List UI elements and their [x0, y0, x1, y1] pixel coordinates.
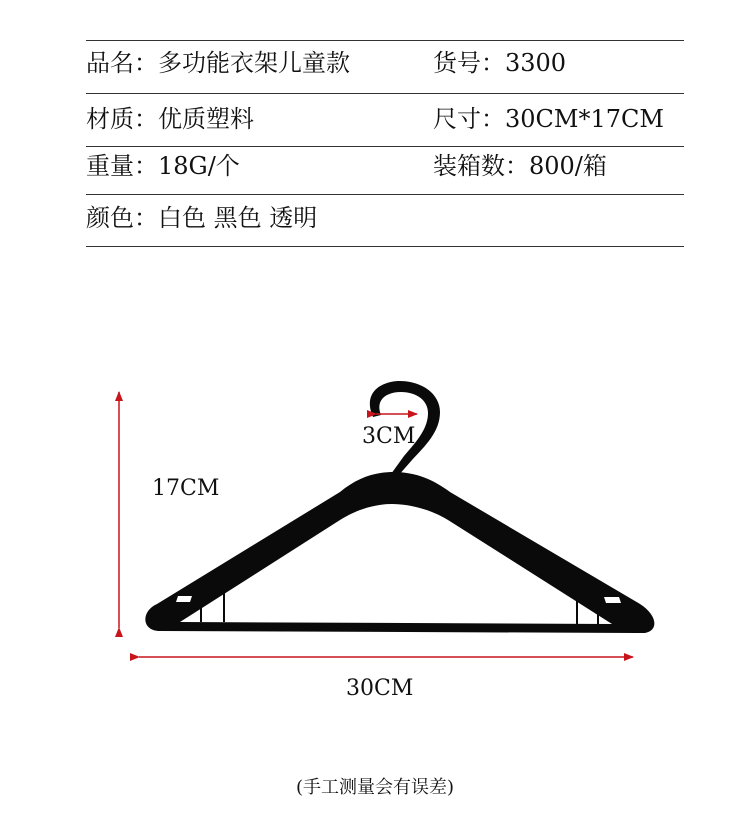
color-label: 颜色： [86, 204, 158, 232]
measurement-footnote: (手工测量会有误差) [295, 777, 455, 798]
carton-quantity-value: 800/箱 [529, 152, 607, 180]
weight-cell [86, 151, 240, 181]
item-number-label: 货号： [433, 49, 505, 77]
size-cell [433, 104, 664, 134]
weight-value: 18G/个 [158, 152, 240, 180]
material-label: 材质： [86, 105, 158, 133]
color-value: 白色 黑色 透明 [158, 204, 318, 232]
product-name-value: 多功能衣架儿童款 [158, 49, 350, 77]
height-dimension-label: 17CM [152, 476, 220, 501]
spec-row-name [86, 40, 684, 84]
size-label: 尺寸： [433, 105, 505, 133]
right-notch-icon [604, 597, 621, 603]
item-number-cell [433, 48, 566, 78]
spec-row-material [86, 96, 684, 140]
size-value: 30CM*17CM [505, 105, 664, 133]
left-notch-icon [176, 596, 192, 602]
material-value: 优质塑料 [158, 105, 254, 133]
table-rule [86, 93, 684, 94]
hook-dimension-label: 3CM [362, 424, 416, 449]
table-rule [86, 246, 684, 247]
hanger-figure [0, 360, 750, 720]
material-cell [86, 104, 254, 134]
item-number-value: 3300 [505, 49, 567, 77]
spec-row-color [86, 195, 684, 239]
weight-label: 重量： [86, 152, 158, 180]
product-name-cell [86, 48, 350, 78]
spec-row-weight [86, 143, 684, 187]
color-cell [86, 203, 317, 233]
carton-quantity-label: 装箱数： [433, 152, 529, 180]
width-dimension-label: 30CM [346, 676, 414, 701]
hanger-diagram [0, 360, 750, 720]
hanger-body [145, 472, 654, 633]
product-name-label: 品名： [86, 49, 158, 77]
carton-quantity-cell [433, 151, 607, 181]
